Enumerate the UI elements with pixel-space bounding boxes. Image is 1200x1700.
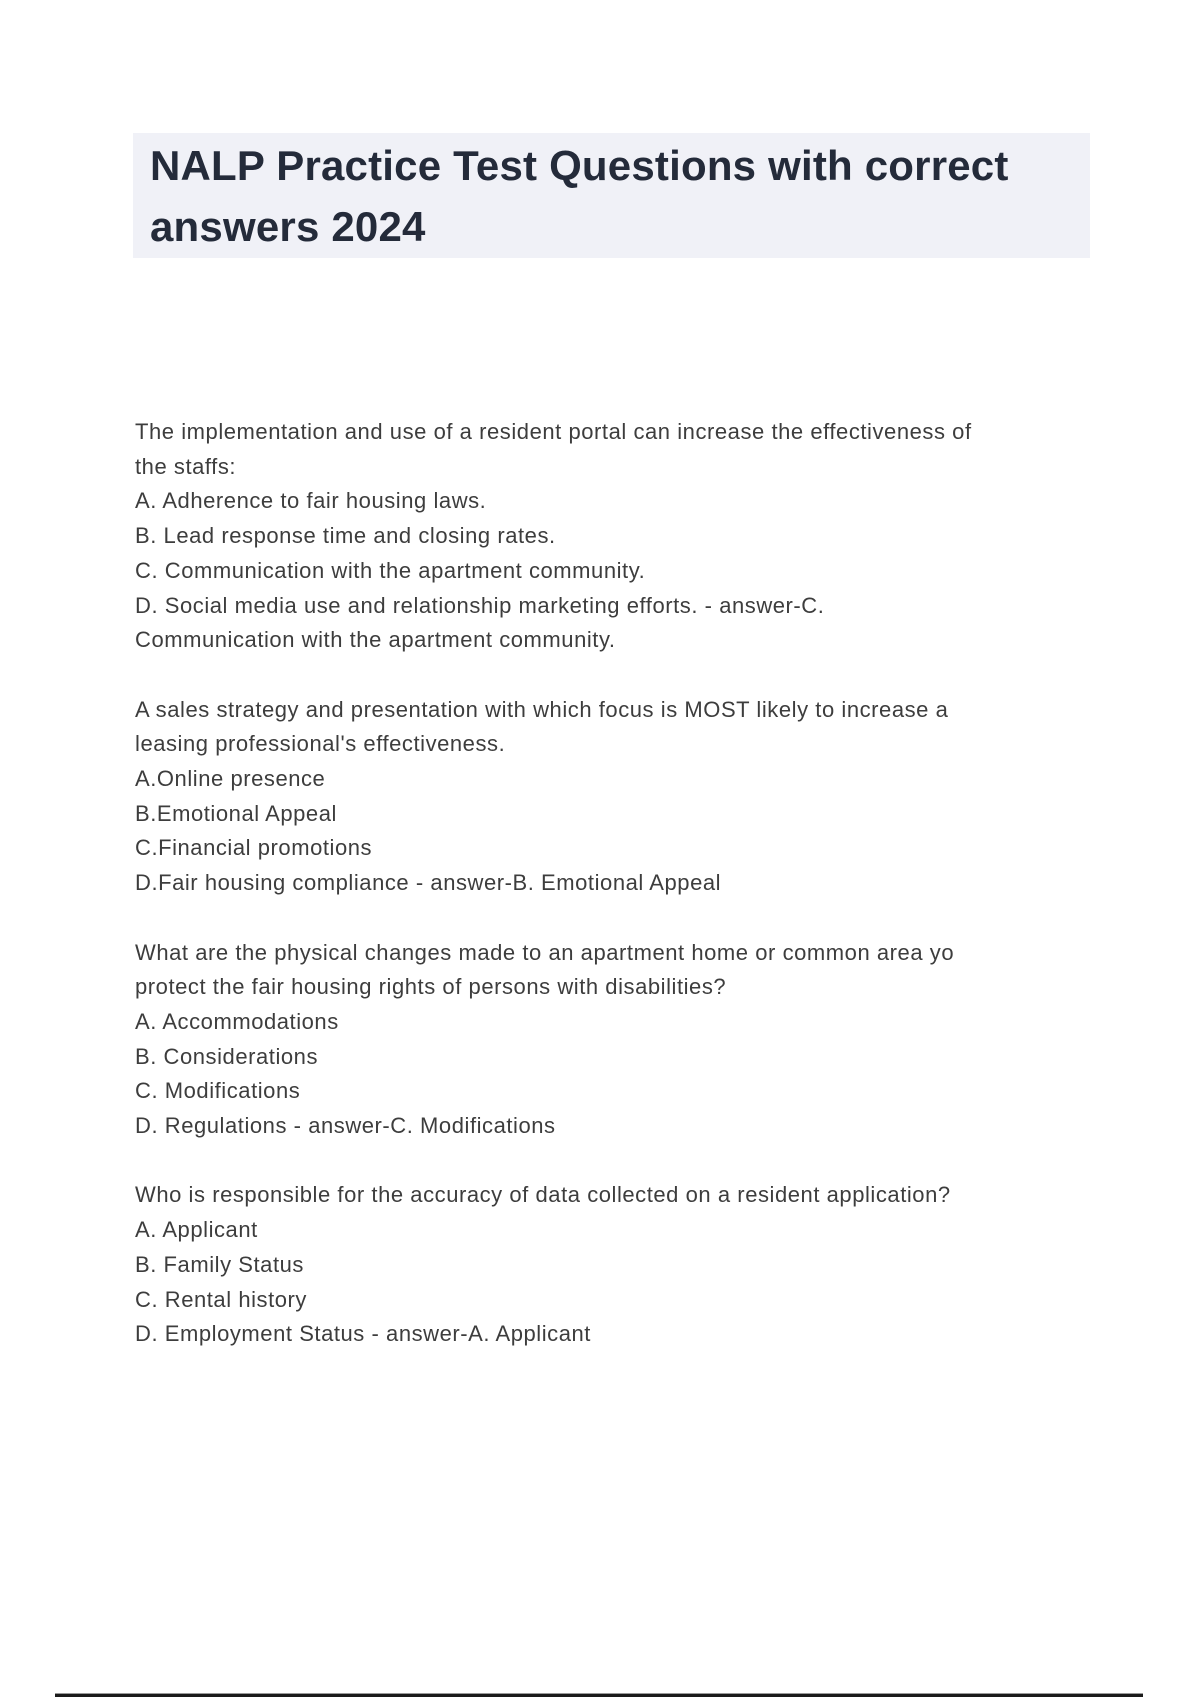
document-title-block: [133, 133, 1090, 258]
page-title-line-1: NALP Practice Test Questions with correct: [150, 142, 1009, 189]
question-block: [135, 936, 1145, 1144]
question-line: B. Family Status: [135, 1251, 304, 1277]
question-block: [135, 1178, 1145, 1352]
question-block: [135, 693, 1145, 901]
question-block: [135, 415, 1145, 658]
question-line: C.Financial promotions: [135, 835, 373, 861]
question-line: B. Considerations: [135, 1043, 318, 1069]
question-line: B. Lead response time and closing rates.: [135, 523, 556, 549]
question-line: protect the fair housing rights of persons with disabilities?: [135, 974, 727, 1000]
question-line: A sales strategy and presentation with which focus is MOST likely to increase a: [135, 696, 949, 722]
question-line: the staffs:: [135, 453, 237, 479]
page-title: [150, 135, 1090, 257]
question-line: C. Modifications: [135, 1078, 301, 1104]
question-line: A. Accommodations: [135, 1008, 339, 1034]
question-line: A.Online presence: [135, 766, 326, 792]
question-line: Who is responsible for the accuracy of data collected on a resident application?: [135, 1182, 951, 1208]
question-line: What are the physical changes made to an apartment home or common area yo: [135, 939, 955, 965]
question-line: leasing professional's effectiveness.: [135, 731, 506, 757]
page-title-line-2: answers 2024: [150, 203, 426, 250]
questions-section: [135, 415, 1145, 1387]
question-line: D. Social media use and relationship marketing efforts. - answer-C.: [135, 592, 825, 618]
question-line: A. Adherence to fair housing laws.: [135, 488, 487, 514]
question-line: D.Fair housing compliance - answer-B. Emotional Appeal: [135, 870, 722, 896]
question-line: D. Employment Status - answer-A. Applicant: [135, 1321, 591, 1347]
question-line: D. Regulations - answer-C. Modifications: [135, 1113, 556, 1139]
page-bottom-rule: [55, 1694, 1143, 1697]
question-line: The implementation and use of a resident portal can increase the effectiveness of: [135, 419, 972, 444]
question-line: B.Emotional Appeal: [135, 800, 337, 826]
question-line: Communication with the apartment community.: [135, 627, 616, 653]
question-line: C. Communication with the apartment community.: [135, 557, 646, 583]
question-line: C. Rental history: [135, 1286, 307, 1312]
question-line: A. Applicant: [135, 1217, 258, 1243]
